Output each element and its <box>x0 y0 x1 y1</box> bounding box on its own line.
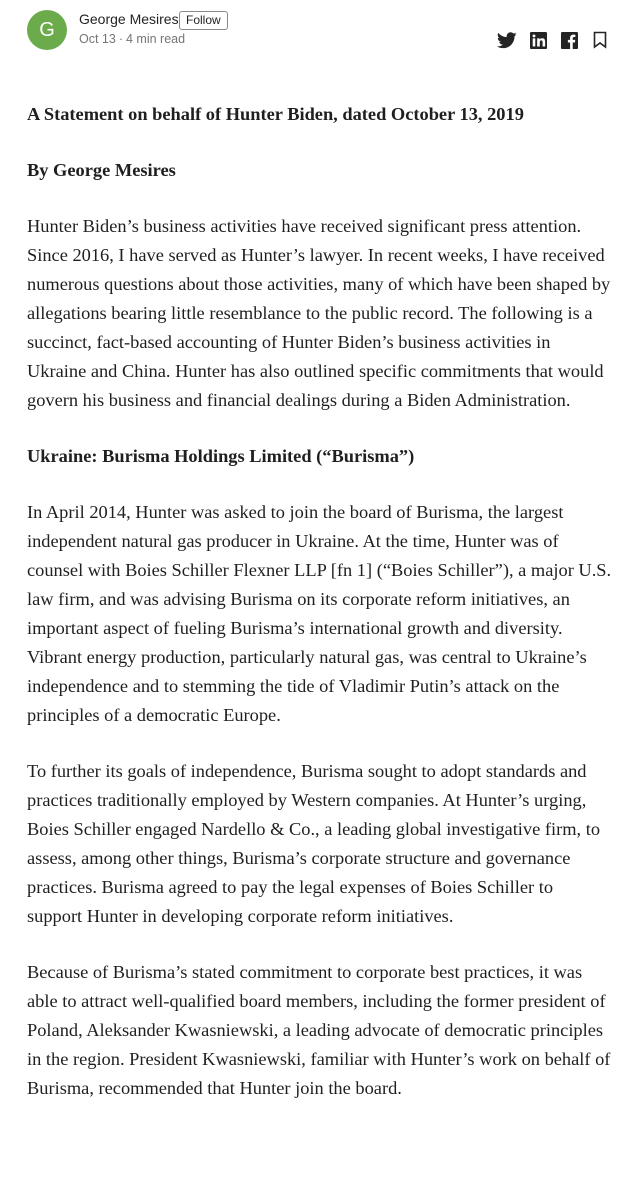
author-name-link[interactable]: George Mesires <box>79 11 179 27</box>
paragraph-independence: To further its goals of independence, Burisma sought to adopt standards and practices traditionally employed by Western companies. At Hunter’s urging, Boies Schiller engaged Nardello & Co., a leading global investigative firm, to assess, among other things, Burisma’s corporate structure and governance practices. Burisma agreed to pay the legal expenses of Boies Schiller to support Hunter in developing corporate reform initiatives. <box>27 761 601 926</box>
post-header <box>0 0 628 60</box>
article-byline: By George Mesires <box>27 160 176 180</box>
linkedin-icon[interactable] <box>528 30 548 50</box>
article-body <box>27 100 612 1103</box>
read-time: 4 min read <box>126 32 186 46</box>
post-meta <box>79 31 185 47</box>
paragraph-intro: Hunter Biden’s business activities have received significant press attention. Since 2016, I have served as Hunter’s lawyer. In recent weeks, I have received numerous questions about those activities, many of which have been shaped by allegations bearing little resemblance to the public record. The following is a succinct, fact-based accounting of Hunter Biden’s business activities in Ukraine and China. Hunter has also outlined specific commitments that would govern his business and financial dealings during a Biden Administration. <box>27 216 611 410</box>
paragraph-best-practices: Because of Burisma’s stated commitment to corporate best practices, it was able to attract well-qualified board members, including the former president of Poland, Aleksander Kwasniewski, a leading advocate of democratic principles in the region. President Kwasniewski, familiar with Hunter’s work on behalf of Burisma, recommended that Hunter join the board. <box>27 962 611 1098</box>
twitter-icon[interactable] <box>497 30 517 50</box>
share-icons <box>486 30 610 50</box>
facebook-icon[interactable] <box>559 30 579 50</box>
bookmark-icon[interactable] <box>590 30 610 50</box>
post-date: Oct 13 <box>79 32 116 46</box>
meta-separator: · <box>118 32 123 46</box>
section-heading-ukraine: Ukraine: Burisma Holdings Limited (“Burisma”) <box>27 446 415 466</box>
article-title: A Statement on behalf of Hunter Biden, dated October 13, 2019 <box>27 104 524 124</box>
paragraph-burisma-board: In April 2014, Hunter was asked to join the board of Burisma, the largest independent natural gas producer in Ukraine. At the time, Hunter was of counsel with Boies Schiller Flexner LLP [fn 1] (“Boies Schiller”), a major U.S. law firm, and was advising Burisma on its corporate reform initiatives, an important aspect of fueling Burisma’s international growth and diversity. Vibrant energy production, particularly natural gas, was central to Ukraine’s independence and to stemming the tide of Vladimir Putin’s attack on the principles of a democratic Europe. <box>27 502 612 725</box>
author-avatar[interactable]: G <box>27 10 67 50</box>
follow-button[interactable]: Follow <box>179 11 228 30</box>
